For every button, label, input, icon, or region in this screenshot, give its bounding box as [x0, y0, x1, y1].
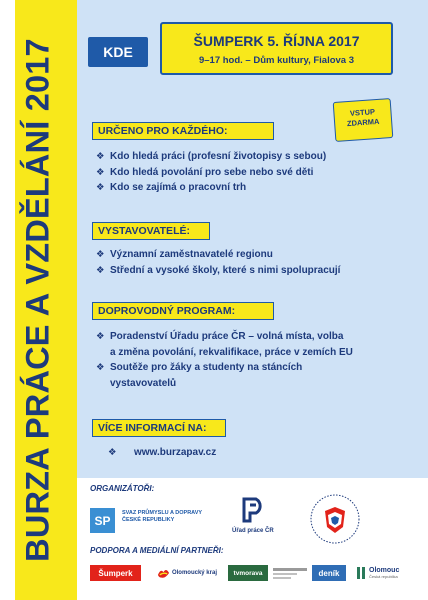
- section-heading-exhibitors: VYSTAVOVATELÉ:: [92, 222, 210, 240]
- labour-office-logo-icon: [242, 497, 264, 523]
- badge-line1: VSTUP: [349, 107, 376, 118]
- diamond-bullet-icon: ❖: [96, 331, 105, 342]
- badge-line2: ZDARMA: [346, 116, 380, 129]
- denik-logo: deník: [312, 565, 346, 581]
- diamond-bullet-icon: ❖: [96, 249, 105, 260]
- education-partner-logo: [273, 565, 309, 581]
- event-title: BURZA PRÁCE A VZDĚLÁNÍ 2017: [19, 38, 56, 562]
- diamond-bullet-icon: ❖: [96, 166, 105, 178]
- diamond-bullet-icon: ❖: [108, 447, 117, 458]
- program-list: [96, 329, 353, 391]
- olomoucky-kraj-logo: Olomoucký kraj: [157, 565, 217, 581]
- section-heading-audience: URČENO PRO KAŽDÉHO:: [92, 122, 274, 140]
- partners-label: PODPORA A MEDIÁLNÍ PARTNEŘI:: [90, 546, 224, 555]
- date-place-box: [160, 22, 393, 75]
- sp-logo: SP: [90, 508, 115, 533]
- free-entry-badge: [333, 98, 394, 142]
- list-item: ❖ Soutěže pro žáky a studenty na stáncích: [96, 360, 353, 376]
- education-partner-mark-icon: [273, 566, 307, 580]
- olomouc-logo: Olomouc Česká republika: [356, 565, 406, 581]
- more-info-list: [108, 445, 216, 461]
- exhibitors-list: [96, 247, 340, 278]
- list-item: ❖ Střední a vysoké školy, které s nimi spolupracují: [96, 263, 340, 279]
- diamond-bullet-icon: ❖: [96, 182, 105, 193]
- list-item-continuation: a změna povolání, rekvalifikace, práce v zemích EU: [110, 346, 353, 358]
- section-heading-more-info: VÍCE INFORMACÍ NA:: [92, 419, 226, 437]
- tvmorava-logo: tvmorava: [228, 565, 268, 581]
- list-item-continuation: vystavovatelů: [110, 377, 177, 389]
- sumperk-logo: Šumperk: [90, 565, 141, 581]
- sp-text: SVAZ PRŮMYSLU A DOPRAVY ČESKÉ REPUBLIKY: [122, 510, 203, 523]
- list-item: ❖ Kdo hledá práci (profesní životopisy s sebou): [96, 149, 326, 165]
- list-item: [108, 445, 216, 461]
- list-item: ❖ Poradenství Úřadu práce ČR – volná místa, volba: [96, 329, 353, 345]
- diamond-bullet-icon: ❖: [96, 264, 105, 276]
- olomouc-mark-icon: [356, 566, 366, 580]
- diamond-bullet-icon: ❖: [96, 362, 105, 373]
- audience-list: [96, 149, 326, 196]
- section-heading-program: DOPROVODNÝ PROGRAM:: [92, 302, 274, 320]
- where-label: KDE: [88, 37, 148, 67]
- diamond-bullet-icon: ❖: [96, 151, 105, 162]
- list-item: ❖ Kdo se zajímá o pracovní trh: [96, 180, 326, 196]
- website-link[interactable]: www.burzapav.cz: [134, 447, 217, 458]
- organizers-label: ORGANIZÁTOŘI:: [90, 484, 155, 493]
- date-line: ŠUMPERK 5. ŘÍJNA 2017: [193, 33, 360, 49]
- list-item: ❖ Významní zaměstnavatelé regionu: [96, 247, 340, 263]
- labour-office-label: Úřad práce ČR: [232, 528, 274, 534]
- time-place-line: 9–17 hod. – Dům kultury, Fialova 3: [198, 55, 355, 66]
- chamber-of-commerce-seal-icon: [309, 493, 361, 545]
- olomoucky-kraj-mark-icon: [157, 566, 170, 580]
- list-item: ❖ Kdo hledá povolání pro sebe nebo své děti: [96, 165, 326, 181]
